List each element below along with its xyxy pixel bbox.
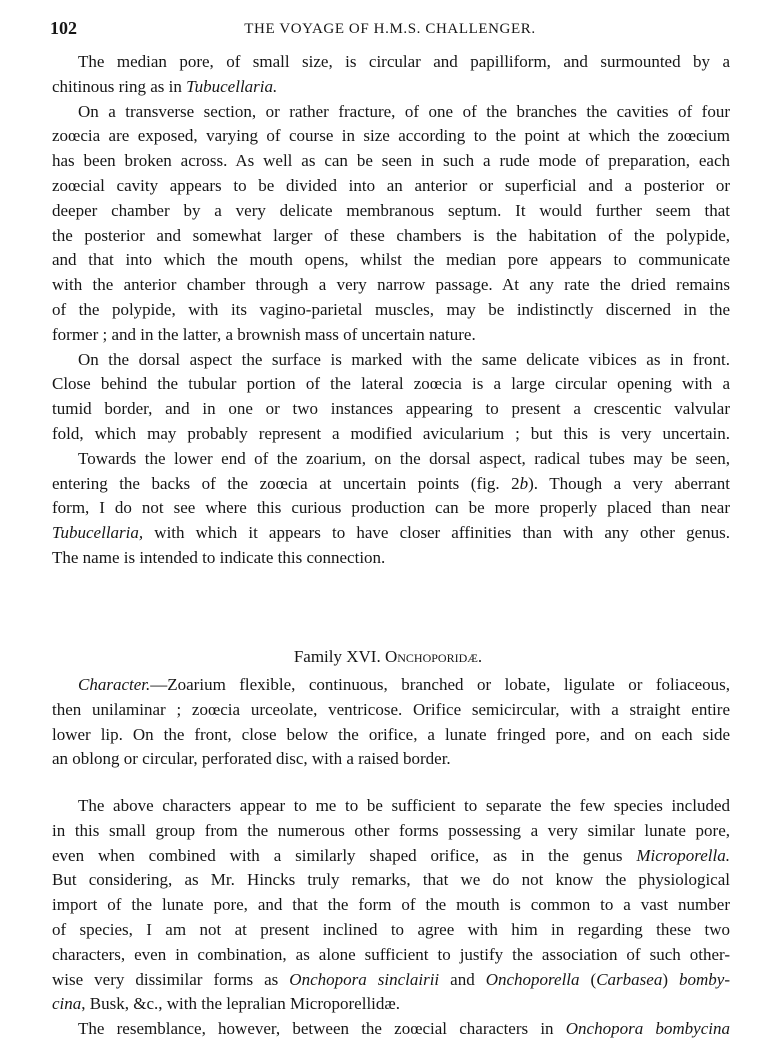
italic-text: cina <box>52 994 82 1014</box>
text-line <box>52 918 730 943</box>
text-line <box>52 844 730 869</box>
text-segment: On the dorsal aspect the surface is marked with the same delicate vibices as in front. <box>78 349 730 369</box>
text-line <box>52 1017 730 1042</box>
italic-text: Tubucellaria. <box>186 76 278 96</box>
text-line <box>52 496 730 521</box>
text-line <box>52 521 730 546</box>
text-segment: On a transverse section, or rather fracture, of one of the branches the cavities of four <box>78 101 730 121</box>
text-segment: ) <box>662 969 679 989</box>
text-line <box>52 248 730 273</box>
page-number: 102 <box>50 18 77 38</box>
text-line <box>52 199 730 224</box>
text-line <box>52 174 730 199</box>
text-segment: fold, which may probably represent a modified avicularium ; but this is very uncertain. <box>52 423 730 443</box>
text-segment: an oblong or circular, perforated disc, with a raised border. <box>52 749 451 769</box>
text-segment: Close behind the tubular portion of the lateral zoœcia is a large circular opening with a <box>52 374 730 394</box>
text-line <box>52 968 730 993</box>
text-line <box>52 348 730 373</box>
text-segment: tumid border, and in one or two instances appearing to present a crescentic valvular <box>52 399 730 419</box>
text-segment: and <box>439 969 486 989</box>
text-segment: import of the lunate pore, and that the form of the mouth is common to a vast number <box>52 895 730 915</box>
text-segment: ). Though a very aberrant <box>528 473 731 493</box>
text-line <box>52 943 730 968</box>
italic-text: Tubucellaria, <box>52 523 144 543</box>
text-segment: former ; and in the latter, a brownish mass of uncertain nature. <box>52 324 476 344</box>
text-line <box>52 298 730 323</box>
text-line <box>52 273 730 298</box>
text-segment: The above characters appear to me to be sufficient to separate the few species included <box>78 796 730 815</box>
text-line <box>52 224 730 249</box>
text-segment: with which it appears to have closer affinities than with any other genus. <box>143 523 730 543</box>
text-line <box>52 747 730 772</box>
text-segment: ( <box>579 969 597 989</box>
family-heading <box>0 645 776 669</box>
text-segment: lower lip. On the front, close below the orifice, a lunate fringed pore, and on each side <box>52 724 730 744</box>
italic-text: b <box>519 473 529 493</box>
text-segment: chitinous ring as in <box>52 76 187 96</box>
text-segment: has been broken across. As well as can be seen in such a rude mode of preparation, each <box>52 151 730 171</box>
text-line <box>52 75 730 100</box>
text-line <box>52 422 730 447</box>
text-segment: deeper chamber by a very delicate membranous septum. It would further seem that <box>52 200 730 220</box>
text-segment: in this small group from the numerous other forms possessing a very similar lunate pore, <box>52 820 730 840</box>
text-segment: The resemblance, however, between the zoœcial characters in <box>78 1019 566 1039</box>
character-paragraph <box>52 673 730 772</box>
text-segment: even when combined with a similarly shaped orifice, as in the genus <box>52 845 637 865</box>
text-segment: of the polypide, with its vagino-parietal muscles, may be indistinctly discerned in the <box>52 299 730 319</box>
italic-text: Carbasea <box>596 969 663 989</box>
text-line <box>52 723 730 748</box>
text-line <box>52 447 730 472</box>
family-heading-prefix: Family XVI. <box>293 647 385 666</box>
text-line <box>52 397 730 422</box>
text-line <box>52 546 730 571</box>
text-line <box>52 794 730 819</box>
italic-text: Microporella. <box>636 845 730 865</box>
text-line <box>52 149 730 174</box>
text-line <box>52 472 730 497</box>
text-segment: But considering, as Mr. Hincks truly remarks, that we do not know the physiological <box>52 870 730 890</box>
italic-text: bomby- <box>679 969 730 989</box>
text-segment: , Busk, &c., with the lepralian Microporellidæ. <box>81 994 400 1014</box>
text-segment: —Zoarium flexible, continuous, branched or lobate, ligulate or foliaceous, <box>150 675 730 694</box>
body-text-lower <box>52 794 730 1042</box>
italic-text: Onchoporella <box>485 969 580 989</box>
text-line <box>52 819 730 844</box>
text-segment: The median pore, of small size, is circular and papilliform, and surmounted by a <box>78 52 730 71</box>
text-segment: entering the backs of the zoœcia at uncertain points (fig. 2 <box>52 473 520 493</box>
text-segment: zoœcial cavity appears to be divided into an anterior or superficial and a posterior or <box>52 175 730 195</box>
text-segment: characters, even in combination, as alone sufficient to justify the association of such other- <box>52 944 730 964</box>
running-title: THE VOYAGE OF H.M.S. CHALLENGER. <box>244 21 536 37</box>
text-segment: zoœcia are exposed, varying of course in size according to the point at which the zoœcium <box>52 126 730 146</box>
family-name: Onchoporidæ. <box>384 647 483 666</box>
text-segment: with the anterior chamber through a very narrow passage. At any rate the dried remains <box>52 275 730 295</box>
page-header <box>50 18 730 44</box>
text-segment: of species, I am not at present inclined to agree with him in regarding these two <box>52 919 730 939</box>
text-line <box>52 50 730 75</box>
body-text-upper <box>52 50 730 571</box>
text-segment: and that into which the mouth opens, whilst the median pore appears to communicate <box>52 250 730 270</box>
text-line <box>52 100 730 125</box>
text-segment: Towards the lower end of the zoarium, on the dorsal aspect, radical tubes may be seen, <box>78 448 730 468</box>
italic-text: Onchopora bombycina <box>565 1019 731 1039</box>
text-line <box>52 673 730 698</box>
text-line <box>52 698 730 723</box>
text-segment: wise very dissimilar forms as <box>52 969 290 989</box>
text-segment: form, I do not see where this curious production can be more properly placed than near <box>52 498 730 518</box>
text-segment: The name is intended to indicate this connection. <box>52 547 386 567</box>
italic-text: Onchopora sinclairii <box>289 969 440 989</box>
text-line <box>52 893 730 918</box>
text-line <box>52 372 730 397</box>
text-line <box>52 992 730 1017</box>
text-line <box>52 124 730 149</box>
text-segment: then unilaminar ; zoœcia urceolate, ventricose. Orifice semicircular, with a straight entire <box>52 699 730 719</box>
text-line <box>52 868 730 893</box>
italic-text: Character. <box>78 675 151 694</box>
text-line <box>52 323 730 348</box>
text-segment: the posterior and somewhat larger of these chambers is the habitation of the polypide, <box>52 225 730 245</box>
